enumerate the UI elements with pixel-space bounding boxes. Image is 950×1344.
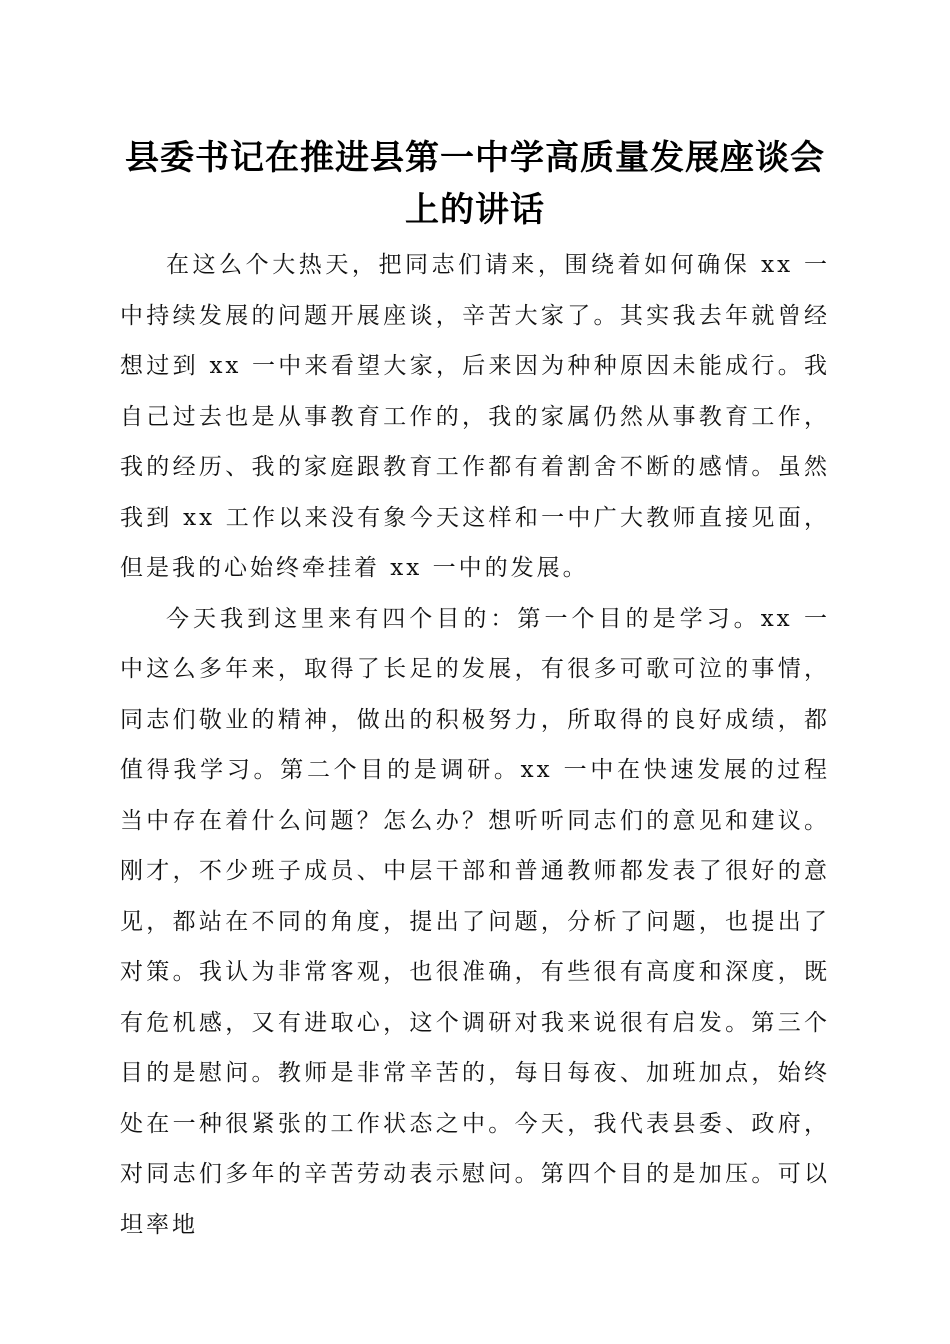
title-line-1: 县委书记在推进县第一中学高质量发展座谈会: [125, 138, 825, 178]
document-page: [120, 132, 830, 1250]
paragraph-1: 在这么个大热天，把同志们请来，围绕着如何确保 xx 一中持续发展的问题开展座谈，辛苦大家了。其实我去年就曾经想过到 xx 一中来看望大家，后来因为种种原因未能成行。我自己过去也是从事教育工作的，我的家属仍然从事教育工作，我的经历、我的家庭跟教育工作都有着割舍不断的感情。虽然我到 xx 工作以来没有象今天这样和一中广大教师直接见面，但是我的心始终牵挂着 xx 一中的发展。: [120, 252, 830, 581]
document-title: [120, 132, 830, 236]
paragraph-2: 今天我到这里来有四个目的：第一个目的是学习。xx 一中这么多年来，取得了长足的发展，有很多可歌可泣的事情，同志们敬业的精神，做出的积极努力，所取得的良好成绩，都值得我学习。第二个目的是调研。xx 一中在快速发展的过程当中存在着什么问题？怎么办？想听听同志们的意见和建议。刚才，不少班子成员、中层干部和普通教师都发表了很好的意见，都站在不同的角度，提出了问题，分析了问题，也提出了对策。我认为非常客观，也很准确，有些很有高度和深度，既有危机感，又有进取心，这个调研对我来说很有启发。第三个目的是慰问。教师是非常辛苦的，每日每夜、加班加点，始终处在一种很紧张的工作状态之中。今天，我代表县委、政府，对同志们多年的辛苦劳动表示慰问。第四个目的是加压。可以坦率地: [120, 605, 830, 1238]
document-body: [120, 240, 830, 1250]
title-line-2: 上的讲话: [405, 190, 545, 230]
